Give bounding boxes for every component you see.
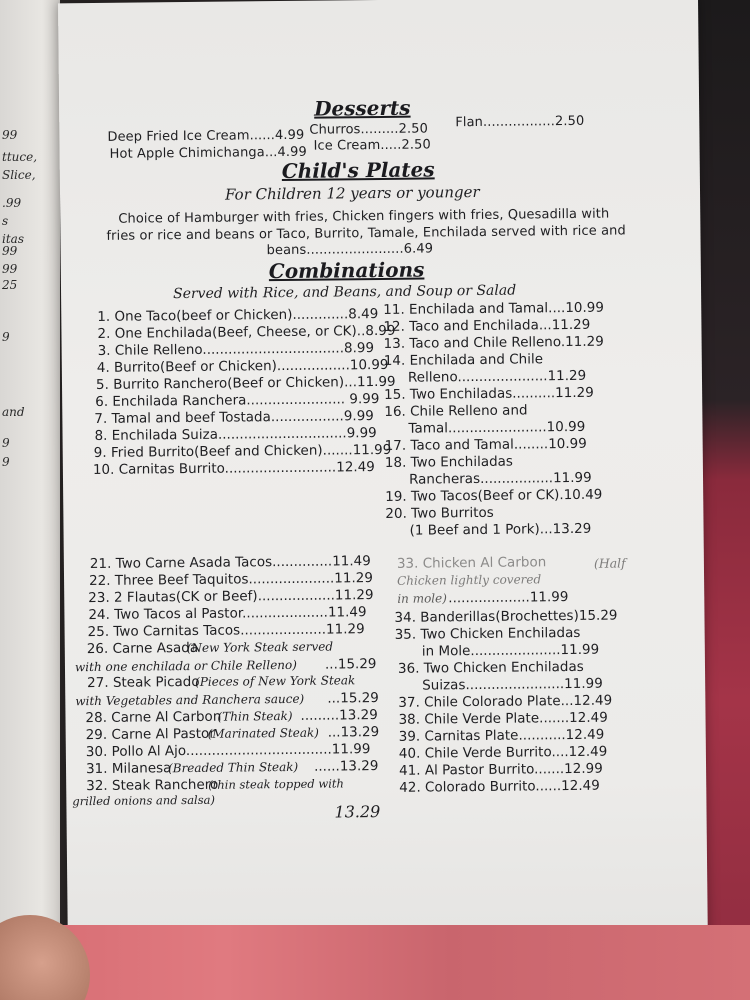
- dessert-item: Hot Apple Chimichanga...4.99: [109, 144, 307, 162]
- back-page-text: 25: [2, 278, 18, 292]
- combo-note: with one enchilada or Chile Relleno): [74, 657, 297, 675]
- back-page-text: 99: [2, 262, 18, 276]
- combo-item: 20. Two Burritos: [385, 504, 494, 522]
- combo-item: 30. Pollo Al Ajo..................................11.99: [85, 741, 371, 761]
- combo-item: 12. Taco and Enchilada...11.29: [383, 316, 591, 335]
- combo-note: (Half: [593, 555, 626, 571]
- menu-page: [58, 0, 708, 981]
- combo-note: in mole): [397, 591, 447, 606]
- combo-price: ...15.29: [324, 656, 377, 673]
- back-page-text: 9: [2, 330, 10, 344]
- combo-note: (Pieces of New York Steak: [195, 673, 356, 689]
- back-page-text: .99: [2, 196, 22, 210]
- combo-item: 32. Steak Ranchero: [86, 776, 219, 795]
- combo-item: 11. Enchilada and Tamal....10.99: [383, 299, 605, 318]
- back-page-text: and: [2, 405, 25, 419]
- dessert-item: Ice Cream.....2.50: [313, 137, 431, 154]
- handwritten-price: 13.29: [334, 802, 381, 822]
- back-page-text: 9: [2, 455, 10, 469]
- combo-item: 42. Colorado Burrito......12.49: [399, 777, 600, 796]
- combo-item: 28. Carne Al Carbon: [85, 708, 222, 727]
- combo-item: 23. 2 Flautas(CK or Beef)..................11.29: [88, 587, 374, 607]
- combo-item: (1 Beef and 1 Pork)...13.29: [409, 520, 592, 539]
- combo-note: (Breaded Thin Steak): [167, 759, 299, 776]
- combinations-title: Combinations: [268, 257, 425, 284]
- back-page-text: 99: [2, 244, 18, 258]
- combo-price: ...................11.99: [448, 589, 569, 607]
- combo-item: 25. Two Carnitas Tacos....................11.29: [87, 621, 365, 641]
- combo-item: 14. Enchilada and Chile: [383, 351, 544, 369]
- combo-item: 26. Carne Asada: [86, 639, 199, 658]
- combo-note: (Thin Steak): [217, 708, 293, 724]
- combo-item: 35. Two Chicken Enchiladas: [394, 624, 581, 643]
- combo-item: 16. Chile Relleno and: [384, 402, 528, 420]
- combo-item: 7. Tamal and beef Tostada.................9.99: [94, 408, 374, 427]
- dessert-item: Flan.................2.50: [455, 113, 585, 131]
- combo-price: ...13.29: [327, 724, 380, 741]
- combo-item: Tamal.......................10.99: [408, 418, 586, 437]
- combo-item: 2. One Enchilada(Beef, Cheese, or CK)..8.99: [97, 322, 396, 342]
- combo-note: (Marinated Steak): [207, 725, 320, 741]
- childs-plates-title: Child's Plates: [281, 157, 435, 184]
- combo-item: 9. Fried Burrito(Beef and Chicken).......11.99: [93, 441, 392, 462]
- dessert-item: Churros.........2.50: [309, 121, 429, 138]
- dessert-item: Deep Fried Ice Cream......4.99: [107, 127, 305, 145]
- combo-item: Suizas.......................11.99: [422, 675, 603, 694]
- combo-note: (New York Steak served: [186, 639, 334, 656]
- back-page-text: itas: [2, 232, 24, 246]
- combo-note: Chicken lightly covered: [397, 572, 542, 588]
- combo-price: ...15.29: [327, 690, 379, 707]
- back-page-text: ttuce,: [2, 150, 38, 164]
- combo-item: 22. Three Beef Taquitos....................11.29: [88, 570, 373, 590]
- back-page-text: 9: [2, 436, 10, 450]
- tablecloth: [0, 925, 750, 1000]
- combo-item: 33. Chicken Al Carbon: [396, 554, 547, 572]
- combo-item: 17. Taco and Tamal........10.99: [384, 435, 587, 454]
- combo-item: Relleno.....................11.29: [407, 367, 587, 386]
- combo-item: 27. Steak Picado: [87, 673, 200, 692]
- back-page-text: Slice,: [2, 168, 36, 182]
- combo-item: 18. Two Enchiladas: [384, 453, 514, 471]
- combo-item: 37. Chile Colorado Plate...12.49: [398, 692, 613, 711]
- combo-item: 19. Two Tacos(Beef or CK).10.49: [385, 486, 603, 505]
- combo-item: 6. Enchilada Ranchera....................... 9.99: [95, 391, 380, 410]
- combo-item: 3. Chile Relleno.................................8.99: [97, 340, 375, 359]
- combo-item: 24. Two Tacos al Pastor....................11.49: [88, 604, 367, 624]
- combo-item: 34. Banderillas(Brochettes)15.29: [394, 607, 618, 626]
- back-page-edge: [0, 0, 60, 1000]
- combo-item: 15. Two Enchiladas..........11.29: [384, 384, 594, 403]
- childs-plates-subtitle: For Children 12 years or younger: [224, 182, 480, 204]
- combo-price: .........13.29: [300, 707, 378, 724]
- combo-note: with Vegetables and Ranchera sauce): [75, 691, 305, 709]
- combo-item: 4. Burrito(Beef or Chicken).................10.99: [96, 356, 389, 376]
- combo-item: Rancheras.................11.99: [408, 469, 592, 488]
- combo-item: 36. Two Chicken Enchiladas: [397, 658, 584, 677]
- back-page-text: s: [2, 214, 9, 228]
- combo-item: in Mole.....................11.99: [421, 641, 600, 660]
- combo-note: (thin steak topped with: [208, 776, 344, 792]
- combo-price: ......13.29: [313, 758, 379, 775]
- back-page-text: 99: [2, 128, 18, 142]
- combo-item: 31. Milanesa: [85, 760, 172, 778]
- childs-plates-desc: Choice of Hamburger with fries, Chicken fingers with fries, Quesadilla with: [118, 206, 610, 227]
- combo-note: grilled onions and salsa): [72, 792, 216, 809]
- combinations-subtitle: Served with Rice, and Beans, and Soup or Salad: [172, 282, 517, 303]
- combo-item: 29. Carne Al Pastor: [85, 725, 215, 744]
- combo-item: 13. Taco and Chile Relleno.11.29: [383, 333, 604, 352]
- combo-item: 38. Chile Verde Plate.......12.49: [398, 709, 608, 728]
- combo-item: 5. Burrito Ranchero(Beef or Chicken)...11.99: [95, 373, 396, 393]
- childs-plates-price: beans.......................6.49: [266, 241, 434, 259]
- combo-item: 40. Chile Verde Burrito....12.49: [398, 743, 608, 762]
- desserts-title: Desserts: [314, 95, 411, 121]
- combo-item: 10. Carnitas Burrito..........................12.49: [92, 459, 375, 479]
- childs-plates-desc: fries or rice and beans or Taco, Burrito, Tamale, Enchilada served with rice and: [106, 223, 626, 244]
- combo-item: 41. Al Pastor Burrito.......12.99: [398, 760, 603, 779]
- combo-item: 21. Two Carne Asada Tacos..............11.49: [89, 553, 371, 573]
- combo-item: 1. One Taco(beef or Chicken).............8.49: [97, 306, 379, 325]
- combo-item: 8. Enchilada Suiza..............................9.99: [94, 425, 377, 444]
- combo-item: 39. Carnitas Plate...........12.49: [398, 726, 605, 745]
